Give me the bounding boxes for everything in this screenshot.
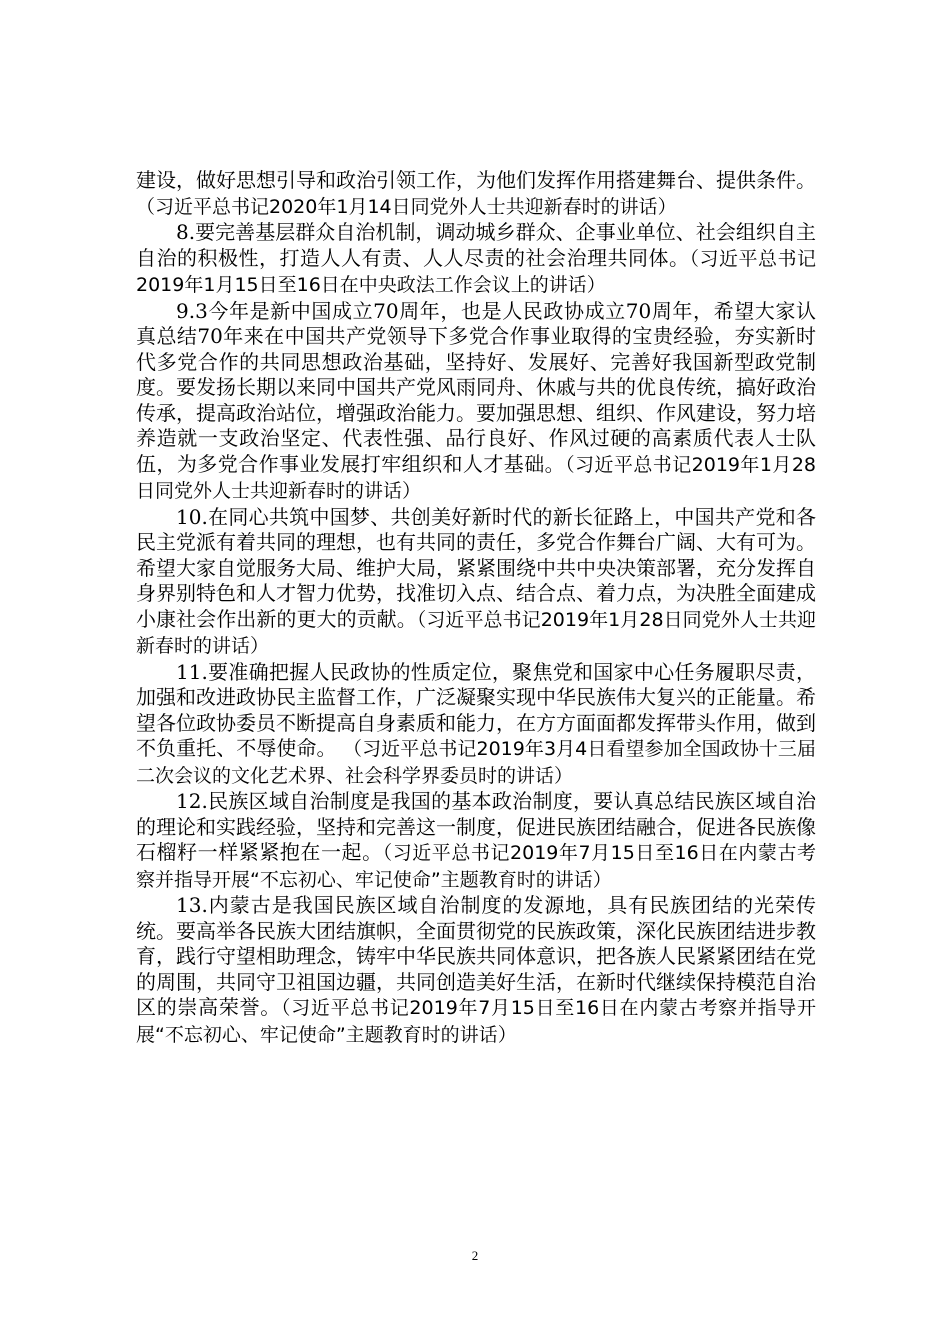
speech-citation: （习近平总书记2019年7月15日至16日在内蒙古考察并指导开展“不忘初心、牢记使命”主题教育时的讲话） <box>136 997 817 1046</box>
speech-citation: （习近平总书记2019年3月4日看望参加全国政协十三届二次会议的文化艺术界、社会科学界委员时的讲话） <box>136 738 816 787</box>
paragraph-continuation <box>136 168 816 220</box>
speech-citation: （习近平总书记2019年1月15日至16日在中央政法工作会议上的讲话） <box>136 247 816 296</box>
paragraph-text: 9.3今年是新中国成立70周年，也是人民政协成立70周年，希望大家认真总结70年来在中国共产党领导下多党合作事业取得的宝贵经验，夯实新时代多党合作的共同思想政治基础，坚持好、发展好、完善好我国新型政党制度。要发扬长期以来同中国共产党风雨同舟、休戚与共的优良传统，搞好政治传承，提高政治站位，增强政治能力。要加强思想、组织、作风建设，努力培养造就一支政治坚定、代表性强、品行良好、作风过硬的高素质代表人士队伍，为多党合作事业发展打牢组织和人才基础。 <box>136 298 816 476</box>
paragraph-11 <box>136 660 816 790</box>
paragraph-12 <box>136 789 816 893</box>
speech-citation: （习近平总书记2019年1月28日同党外人士共迎新春时的讲话） <box>136 453 816 502</box>
paragraph-10 <box>136 505 816 660</box>
paragraph-text: 13.内蒙古是我国民族区域自治制度的发源地，具有民族团结的光荣传统。要高举各民族大团结旗帜，全面贯彻党的民族政策，深化民族团结进步教育，践行守望相助理念，铸牢中华民族共同体意识，把各族人民紧紧团结在党的周围，共同守卫祖国边疆，共同创造美好生活，在新时代继续保持模范自治区的崇高荣誉。 <box>136 893 816 1019</box>
paragraph-8 <box>136 220 816 299</box>
speech-citation: （习近平总书记2019年7月15日至16日在内蒙古考察并指导开展“不忘初心、牢记使命”主题教育时的讲话） <box>136 842 817 891</box>
document-body <box>136 168 816 1048</box>
page-number: 2 <box>471 1248 479 1263</box>
speech-citation: （习近平总书记2019年1月28日同党外人士共迎新春时的讲话） <box>136 608 816 657</box>
paragraph-text: 建设，做好思想引导和政治引领工作，为他们发挥作用搭建舞台、提供条件。 <box>136 168 816 192</box>
paragraph-text: 10.在同心共筑中国梦、共创美好新时代的新长征路上，中国共产党和各民主党派有着共同的理想，也有共同的责任，多党合作舞台广阔、大有可为。希望大家自觉服务大局、维护大局，紧紧围绕中共中央决策部署，充分发挥自身界别特色和人才智力优势，找准切入点、结合点、着力点，为决胜全面建成小康社会作出新的更大的贡献。 <box>136 504 816 631</box>
paragraph-text: 12.民族区域自治制度是我国的基本政治制度，要认真总结民族区域自治的理论和实践经验，坚持和完善这一制度，促进民族团结融合，促进各民族像石榴籽一样紧紧抱在一起。 <box>136 789 816 864</box>
speech-citation: （习近平总书记2020年1月14日同党外人士共迎新春时的讲话） <box>136 195 677 218</box>
paragraph-9 <box>136 299 816 505</box>
paragraph-text: 8.要完善基层群众自治机制，调动城乡群众、企事业单位、社会组织自主自治的积极性，打造人人有责、人人尽责的社会治理共同体。 <box>136 220 816 270</box>
paragraph-text: 11.要准确把握人民政协的性质定位，聚焦党和国家中心任务履职尽责，加强和改进政协民主监督工作，广泛凝聚实现中华民族伟大复兴的正能量。希望各位政协委员不断提高自身素质和能力，在方方面面都发挥带头作用，做到不负重托、不辱使命。 <box>136 659 816 760</box>
paragraph-13 <box>136 893 816 1048</box>
